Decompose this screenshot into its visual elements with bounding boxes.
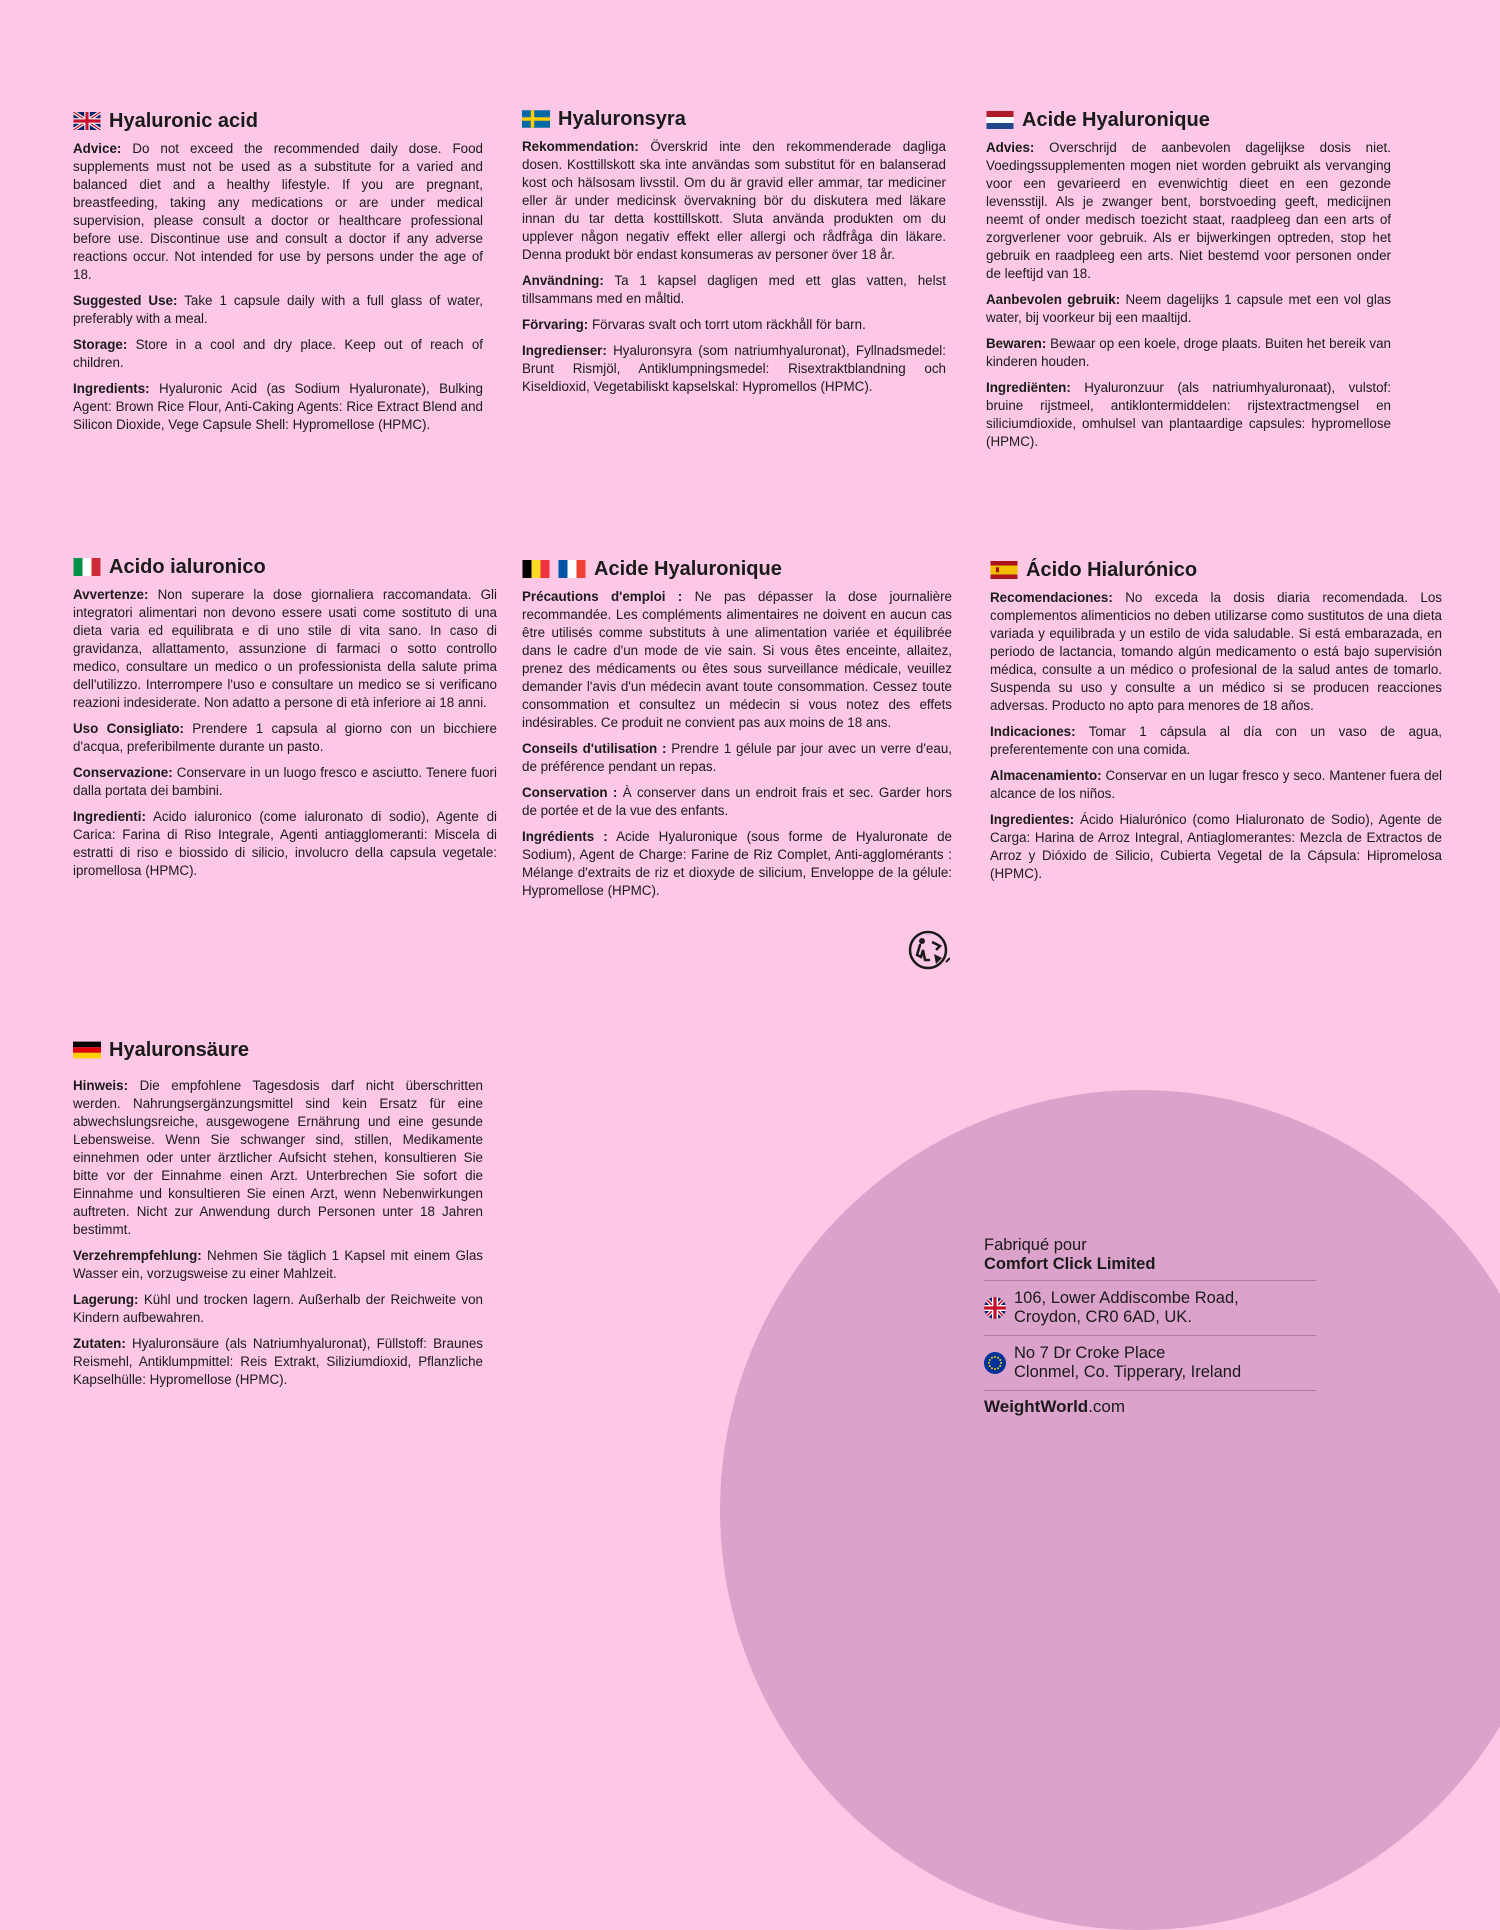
divider bbox=[984, 1390, 1316, 1391]
storage-paragraph: Conservazione: Conservare in un luogo fresco e asciutto. Tenere fuori dalla portata dei bambini. bbox=[73, 765, 497, 798]
uk-flag-icon bbox=[73, 112, 101, 130]
decorative-circle bbox=[720, 1090, 1500, 1930]
use-paragraph: Verzehrempfehlung: Nehmen Sie täglich 1 Kapsel mit einem Glas Wasser ein, vorzugsweise zu einer Mahlzeit. bbox=[73, 1248, 483, 1281]
use-paragraph: Användning: Ta 1 kapsel dagligen med ett glas vatten, helst tillsammans med en måltid. bbox=[522, 273, 946, 306]
advice-paragraph: Advies: Overschrijd de aanbevolen dagelijkse dosis niet. Voedingssupplementen mogen niet worden gebruikt als vervanging voor een gevarieerd en evenwichtig dieet en een gezonde levensstijl. Als je zwanger bent, borstvoeding geeft, medicijnen neemt of onder medisch toezicht staat, raadpleeg dan een arts of zorgverlener voor gebruik. Als er bijwerkingen optreden, stop het gebruik en raadpleeg een arts. Niet bestemd voor personen onder de leeftijd van 18. bbox=[986, 140, 1391, 281]
storage-paragraph: Förvaring: Förvaras svalt och torrt utom räckhåll för barn. bbox=[522, 317, 866, 332]
section-es bbox=[990, 557, 1442, 891]
storage-paragraph: Conservation : À conserver dans un endroit frais et sec. Garder hors de portée et de la vue des enfants. bbox=[522, 785, 952, 818]
storage-paragraph: Almacenamiento: Conservar en un lugar fresco y seco. Mantener fuera del alcance de los niños. bbox=[990, 768, 1442, 801]
divider bbox=[984, 1280, 1316, 1281]
website-link[interactable]: WeightWorld.com bbox=[984, 1397, 1126, 1416]
section-sv bbox=[522, 106, 946, 404]
use-paragraph: Suggested Use: Take 1 capsule daily with a full glass of water, preferably with a meal. bbox=[73, 293, 483, 326]
netherlands-flag-icon bbox=[986, 111, 1014, 129]
storage-paragraph: Bewaren: Bewaar op een koele, droge plaats. Buiten het bereik van kinderen houden. bbox=[986, 336, 1391, 369]
ingredients-paragraph: Zutaten: Hyaluronsäure (als Natriumhyaluronat), Füllstoff: Braunes Reismehl, Antiklumpmittel: Reis Extrakt, Siliziumdioxid, Pflanzliche Kapselhülle: Hypromellose (HPMC). bbox=[73, 1336, 483, 1387]
advice-paragraph: Recomendaciones: No exceda la dosis diaria recomendada. Los complementos alimenticios no deben utilizarse como sustitutos de una dieta variada y equilibrada y un estilo de vida saludable. Si está embarazada, en periodo de lactancia, tomando algún medicamento o está bajo supervisión médica, consulte a un médico o profesional de la salud antes de tomarlo. Suspenda su uso y consulte a un médico si se producen reacciones adversas. Producto no apto para menores de 18 años. bbox=[990, 590, 1442, 713]
use-paragraph: Indicaciones: Tomar 1 cápsula al día con un vaso de agua, preferentemente con una comida. bbox=[990, 724, 1442, 757]
section-de-title: Hyaluronsäure bbox=[73, 1037, 483, 1063]
advice-paragraph: Hinweis: Die empfohlene Tagesdosis darf nicht überschritten werden. Nahrungsergänzungsmittel sind kein Ersatz für eine abwechslungsreiche, ausgewogene Ernährung und eine gesunde Lebensweise. Wenn Sie schwanger sind, stillen, Medikamente einnehmen oder unter ärztlicher Aufsicht stehen, konsultieren Sie bitte vor der Einnahme einen Arzt. Unterbrechen Sie sofort die Einnahme und konsultieren Sie einen Arzt, wenn Nebenwirkungen auftreten. Nicht zur Anwendung durch Personen unter 18 Jahren bestimmt. bbox=[73, 1078, 483, 1237]
uk-flag-icon bbox=[984, 1297, 1006, 1319]
use-paragraph: Aanbevolen gebruik: Neem dagelijks 1 capsule met een vol glas water, bij voorkeur bij een maaltijd. bbox=[986, 292, 1391, 325]
section-nl bbox=[986, 107, 1391, 459]
storage-paragraph: Lagerung: Kühl und trocken lagern. Außerhalb der Reichweite von Kindern aufbewahren. bbox=[73, 1292, 483, 1325]
germany-flag-icon bbox=[73, 1041, 101, 1059]
france-flag-icon bbox=[558, 560, 586, 578]
ingredients-paragraph: Ingredienser: Hyaluronsyra (som natriumhyaluronat), Fyllnadsmedel: Brunt Rismjöl, Antiklumpningsmedel: Risextraktblandning och Kiseldioxid, Vegetabiliskt kapselskal: Hypromellos (HPMC). bbox=[522, 343, 946, 394]
advice-paragraph: Précautions d'emploi : Ne pas dépasser la dose journalière recommandée. Les compléments alimentaires ne doivent en aucun cas être utilisés comme substituts à une alimentation variée et équilibrée dans le cadre d'un mode de vie sain. Si vous êtes enceinte, allaitez, prenez des médicaments ou êtes sous surveillance médicale, veuillez demander l'avis d'un médecin avant toute consommation. Cessez toute consommation et consultez un médecin si vous notez des effets indésirables. Ce produit ne convient pas aux moins de 18 ans. bbox=[522, 589, 952, 730]
ingredients-paragraph: Ingrédients : Acide Hyaluronique (sous forme de Hyaluronate de Sodium), Agent de Charge: Farine de Riz Complet, Anti-agglomérants : Mélange d'extraits de riz et dioxyde de silicium, Enveloppe de la gélule: Hypromellose (HPMC). bbox=[522, 829, 953, 898]
use-paragraph: Conseils d'utilisation : Prendre 1 gélule par jour avec un verre d'eau, de préférence pendant un repas. bbox=[522, 741, 952, 774]
uk-address-line2: Croydon, CR0 6AD, UK. bbox=[1014, 1308, 1192, 1326]
eu-address bbox=[984, 1342, 1316, 1384]
recycle-icon bbox=[906, 928, 950, 972]
ingredients-paragraph: Ingredientes: Ácido Hialurónico (como Hialuronato de Sodio), Agente de Carga: Harina de Arroz Integral, Antiaglomerantes: Mezcla de Extractos de Arroz y Dióxido de Silicio, Cubierta Vegetal de la Cápsula: Hipromelosa (HPMC). bbox=[990, 812, 1442, 881]
section-en-title: Hyaluronic acid bbox=[73, 108, 483, 134]
section-nl-title: Acide Hyaluronique bbox=[986, 107, 1391, 133]
manufacturer-info bbox=[984, 1236, 1316, 1416]
spain-flag-icon bbox=[990, 561, 1018, 579]
ingredients-paragraph: Ingredients: Hyaluronic Acid (as Sodium Hyaluronate), Bulking Agent: Brown Rice Flour, Anti-Caking Agents: Rice Extract Blend and Silicon Dioxide, Vege Capsule Shell: Hypromellose (HPMC). bbox=[73, 381, 483, 432]
divider bbox=[984, 1335, 1316, 1336]
section-it bbox=[73, 554, 497, 888]
made-for-label: Fabriqué pour bbox=[984, 1236, 1087, 1254]
advice-paragraph: Avvertenze: Non superare la dose giornaliera raccomandata. Gli integratori alimentari non devono essere usati come sostituto di una dieta varia ed equilibrata e di uno stile di vita sano. In caso di gravidanza, allattamento, assunzione di farmaci o sotto controllo medico, consultare un medico o un professionista della salute prima dell'utilizzo. Interrompere l'uso e consultare un medico se si verificano reazioni indesiderate. Non adatto a persone di età inferiore ai 18 anni. bbox=[73, 587, 497, 710]
belgium-flag-icon bbox=[522, 560, 550, 578]
section-it-title: Acido ialuronico bbox=[73, 554, 497, 580]
uk-address bbox=[984, 1287, 1316, 1329]
section-en bbox=[73, 108, 483, 442]
section-fr-title: Acide Hyaluronique bbox=[522, 556, 952, 582]
section-es-title: Ácido Hialurónico bbox=[990, 557, 1442, 583]
advice-paragraph: Rekommendation: Överskrid inte den rekommenderade dagliga dosen. Kosttillskott ska inte användas som substitut för en balanserad kost och hälsosam livsstil. Om du är gravid eller ammar, tar mediciner eller är under medicinsk övervakning bör du diskutera med läkare innan du tar detta kosttillskott. Sluta använda produkten om du upplever någon negativ effekt eller allergi och rådfråga din läkare. Denna produkt bör endast konsumeras av personer över 18 år. bbox=[522, 139, 946, 262]
advice-paragraph: Advice: Do not exceed the recommended daily dose. Food supplements must not be used as a substitute for a varied and balanced diet and a healthy lifestyle. If you are pregnant, breastfeeding, taking any medications or are under medical supervision, please consult a doctor or healthcare professional before use. Discontinue use and consult a doctor if any adverse reactions occur. Not intended for use by persons under the age of 18. bbox=[73, 141, 483, 282]
uk-address-line1: 106, Lower Addiscombe Road, bbox=[1014, 1289, 1239, 1307]
section-sv-title: Hyaluronsyra bbox=[522, 106, 946, 132]
eu-address-line1: No 7 Dr Croke Place bbox=[1014, 1344, 1166, 1362]
company-name: Comfort Click Limited bbox=[984, 1255, 1156, 1273]
storage-paragraph: Storage: Store in a cool and dry place. Keep out of reach of children. bbox=[73, 337, 483, 370]
sweden-flag-icon bbox=[522, 110, 550, 128]
eu-address-line2: Clonmel, Co. Tipperary, Ireland bbox=[1014, 1363, 1242, 1381]
italy-flag-icon bbox=[73, 558, 101, 576]
ingredients-paragraph: Ingredienti: Acido ialuronico (come ialuronato di sodio), Agente di Carica: Farina di Riso Integrale, Agenti antiagglomeranti: Miscela di estratti di riso e biossido di silicio, involucro della capsula vegetale: ipromellosa (HPMC). bbox=[73, 809, 497, 878]
use-paragraph: Uso Consigliato: Prendere 1 capsula al giorno con un bicchiere d'acqua, preferibilmente durante un pasto. bbox=[73, 721, 497, 754]
eu-flag-icon bbox=[984, 1352, 1006, 1374]
section-de bbox=[73, 1037, 483, 1397]
ingredients-paragraph: Ingrediënten: Hyaluronzuur (als natriumhyaluronaat), vulstof: bruine rijstmeel, antiklontermiddelen: rijstextractmengsel en siliciumdioxide, omhulsel van plantaardige capsules: hypromellose (HPMC). bbox=[986, 380, 1391, 449]
section-fr bbox=[522, 556, 952, 908]
